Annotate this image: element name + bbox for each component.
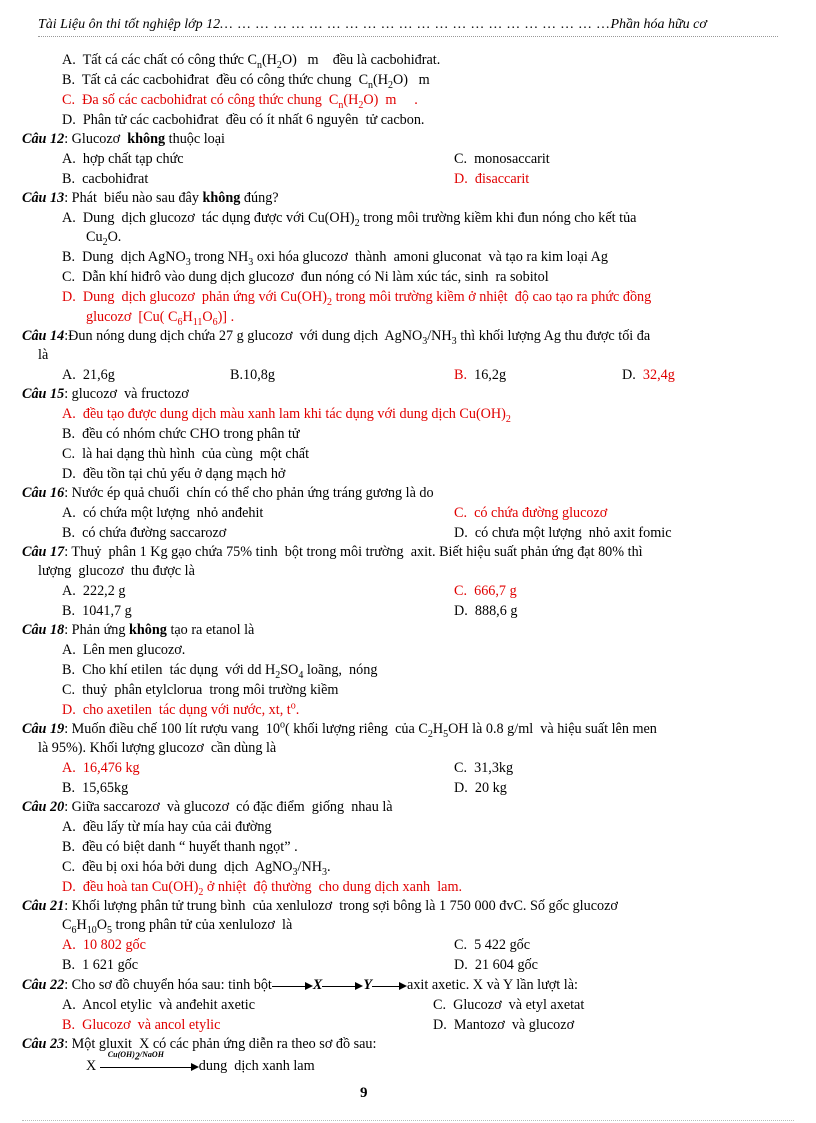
answer-option: A. Lên men glucozơ. xyxy=(62,642,186,658)
question-stem: Câu 12: Glucozơ không thuộc loại xyxy=(22,131,225,147)
answer-option: D. Dung dịch glucozơ phản ứng với $Cu(OH)_2$ trong môi trường kiềm ở nhiệt độ cao tạo ra phức đồng xyxy=(62,289,652,308)
answer-option: $C_6H_{10}O_5$ trong phân tử của xenlulozơ là xyxy=(62,917,293,936)
answer-option: B. Dung dịch AgNO$_3$ trong $NH_3$ oxi hóa glucozơ thành amoni gluconat và tạo ra kim loại Ag xyxy=(62,249,608,268)
answer-option: B. đều có biệt danh “ huyết thanh ngọt” . xyxy=(62,839,298,855)
answer-option: B.10,8g xyxy=(230,367,275,383)
question-stem: Câu 22: Cho sơ đồ chuyển hóa sau: tinh bột X Y axit axetic. X và Y lần lượt là: xyxy=(22,977,578,993)
answer-option: C. 666,7 g xyxy=(454,583,517,599)
question-stem: Câu 20: Giữa saccarozơ và glucozơ có đặc điểm giống nhau là xyxy=(22,799,393,815)
question-stem: Câu 16: Nước ép quả chuối chín có thể cho phản ứng tráng gương là do xyxy=(22,485,434,501)
text-continuation: $Cu_2O$. xyxy=(86,229,122,248)
answer-option: B. cacbohiđrat xyxy=(62,171,149,187)
answer-option: A. 21,6g xyxy=(62,367,115,383)
answer-option: C. Glucozơ và etyl axetat xyxy=(433,997,585,1013)
answer-option: A. Dung dịch glucozơ tác dụng được với $Cu(OH)_2$ trong môi trường kiềm khi đun nóng cho kết tủa xyxy=(62,210,637,229)
answer-option: C. Dẫn khí hiđrô vào dung dịch glucozơ đun nóng có Ni làm xúc tác, sinh ra sobitol xyxy=(62,269,549,285)
answer-option: C. 31,3kg xyxy=(454,760,514,776)
answer-option: C. đều bị oxi hóa bởi dung dịch $AgNO_3/NH_3$. xyxy=(62,859,331,878)
question-stem: Câu 14:Đun nóng dung dịch chứa 27 g glucozơ với dung dịch $AgNO_3/NH_3$ thì khối lượng Ag thu được tối đa xyxy=(22,328,651,347)
answer-option: B. Tất cả các cacbohiđrat đều có công thức chung $C_n(H_2O)$ m xyxy=(62,72,430,91)
answer-option: A. đều tạo được dung dịch màu xanh lam khi tác dụng với dung dịch $Cu(OH)_2$ xyxy=(62,406,511,425)
text-continuation: là xyxy=(38,347,49,363)
question-stem: Câu 19: Muốn điều chế 100 lít rượu vang 10$^o$( khối lượng riêng của $C_2H_5OH$ là 0.8 g/ml và hiệu suất lên men xyxy=(22,719,657,740)
question-stem: Câu 21: Khối lượng phân tử trung bình của xenlulozơ trong sợi bông là 1 750 000 đvC. Số gốc glucozơ xyxy=(22,898,618,914)
answer-option: A. hợp chất tạp chức xyxy=(62,151,184,167)
question-stem: Câu 13: Phát biểu nào sau đây không đúng? xyxy=(22,190,279,206)
text-continuation: là 95%). Khối lượng glucozơ cần dùng là xyxy=(38,740,277,756)
answer-option: B. có chứa đường saccarozơ xyxy=(62,525,227,541)
text-continuation: X $Cu(OH)_2$/NaOH dung dịch xanh lam xyxy=(86,1049,315,1074)
answer-option: B. 1041,7 g xyxy=(62,603,132,619)
answer-option: A. Tất cá các chất có công thức $C_n(H_2O)$ m đều là cacbohiđrat. xyxy=(62,52,441,71)
question-stem: Câu 17: Thuỷ phân 1 Kg gạo chứa 75% tinh bột trong môi trường axit. Biết hiệu suất phản ứng đạt 80% thì xyxy=(22,544,643,560)
header-right: Phần hóa hữu cơ xyxy=(610,17,707,32)
question-stem: Câu 15: glucozơ và fructozơ xyxy=(22,386,189,402)
answer-option: B. 16,2g xyxy=(454,367,507,383)
answer-option: D. có chưa một lượng nhỏ axit fomic xyxy=(454,525,672,541)
question-stem: Câu 23: Một gluxit X có các phản ứng diễn ra theo sơ đồ sau: xyxy=(22,1036,377,1052)
answer-option: A. đều lấy từ mía hay của cải đường xyxy=(62,819,272,835)
answer-option: D. 32,4g xyxy=(622,367,675,383)
answer-option: B. 1 621 gốc xyxy=(62,957,139,973)
answer-option: B. đều có nhóm chức CHO trong phân tử xyxy=(62,426,300,442)
answer-option: D. Mantozơ và glucozơ xyxy=(433,1017,575,1033)
answer-option: C. là hai dạng thù hình của cùng một chất xyxy=(62,446,310,462)
answer-option: D. 888,6 g xyxy=(454,603,518,619)
answer-option: D. đều tồn tại chủ yếu ở dạng mạch hở xyxy=(62,466,286,482)
answer-option: D. cho axetilen tác dụng với nước, xt, $t^o$. xyxy=(62,700,300,718)
text-continuation: glucozơ [Cu( $C_6H_{11}O_6$)] . xyxy=(86,309,235,328)
question-stem: Câu 18: Phản ứng không tạo ra etanol là xyxy=(22,622,255,638)
answer-option: C. Đa số các cacbohiđrat có công thức chung $C_n(H_2O)$ m . xyxy=(62,92,418,111)
footer-rule xyxy=(22,1120,794,1121)
answer-option: D. đều hoà $\tan Cu(OH)_2$ ở nhiệt độ thường cho dung dịch xanh lam. xyxy=(62,879,463,898)
answer-option: C. 5 422 gốc xyxy=(454,937,531,953)
answer-option: D. đisaccarit xyxy=(454,171,530,187)
header-left: Tài Liệu ôn thi tốt nghiệp lớp 12 xyxy=(38,17,221,32)
answer-option: B. 15,65kg xyxy=(62,780,129,796)
answer-option: A. có chứa một lượng nhỏ anđehit xyxy=(62,505,264,521)
answer-option: C. monosaccarit xyxy=(454,151,550,167)
answer-option: B. Cho khí etilen tác dụng với dd $H_2SO_4$ loãng, nóng xyxy=(62,662,378,681)
header-dots: … … … … … … … … … … … … … … … … … … … … … … xyxy=(220,17,611,32)
answer-option: A. 16,476 kg xyxy=(62,760,140,776)
page-header xyxy=(38,17,778,37)
answer-option: C. có chứa đường glucozơ xyxy=(454,505,608,521)
answer-option: A. 10 802 gốc xyxy=(62,937,146,953)
answer-option: D. Phân tử các cacbohiđrat đều có ít nhất 6 nguyên tử cacbon. xyxy=(62,112,425,128)
answer-option: A. 222,2 g xyxy=(62,583,126,599)
page-number: 9 xyxy=(360,1085,368,1101)
answer-option: C. thuỷ phân etylclorua trong môi trường kiềm xyxy=(62,682,339,698)
answer-option: D. 20 kg xyxy=(454,780,507,796)
answer-option: B. Glucozơ và ancol etylic xyxy=(62,1017,221,1033)
answer-option: D. 21 604 gốc xyxy=(454,957,538,973)
answer-option: A. Ancol etylic và anđehit axetic xyxy=(62,997,256,1013)
text-continuation: lượng glucozơ thu được là xyxy=(38,563,195,579)
